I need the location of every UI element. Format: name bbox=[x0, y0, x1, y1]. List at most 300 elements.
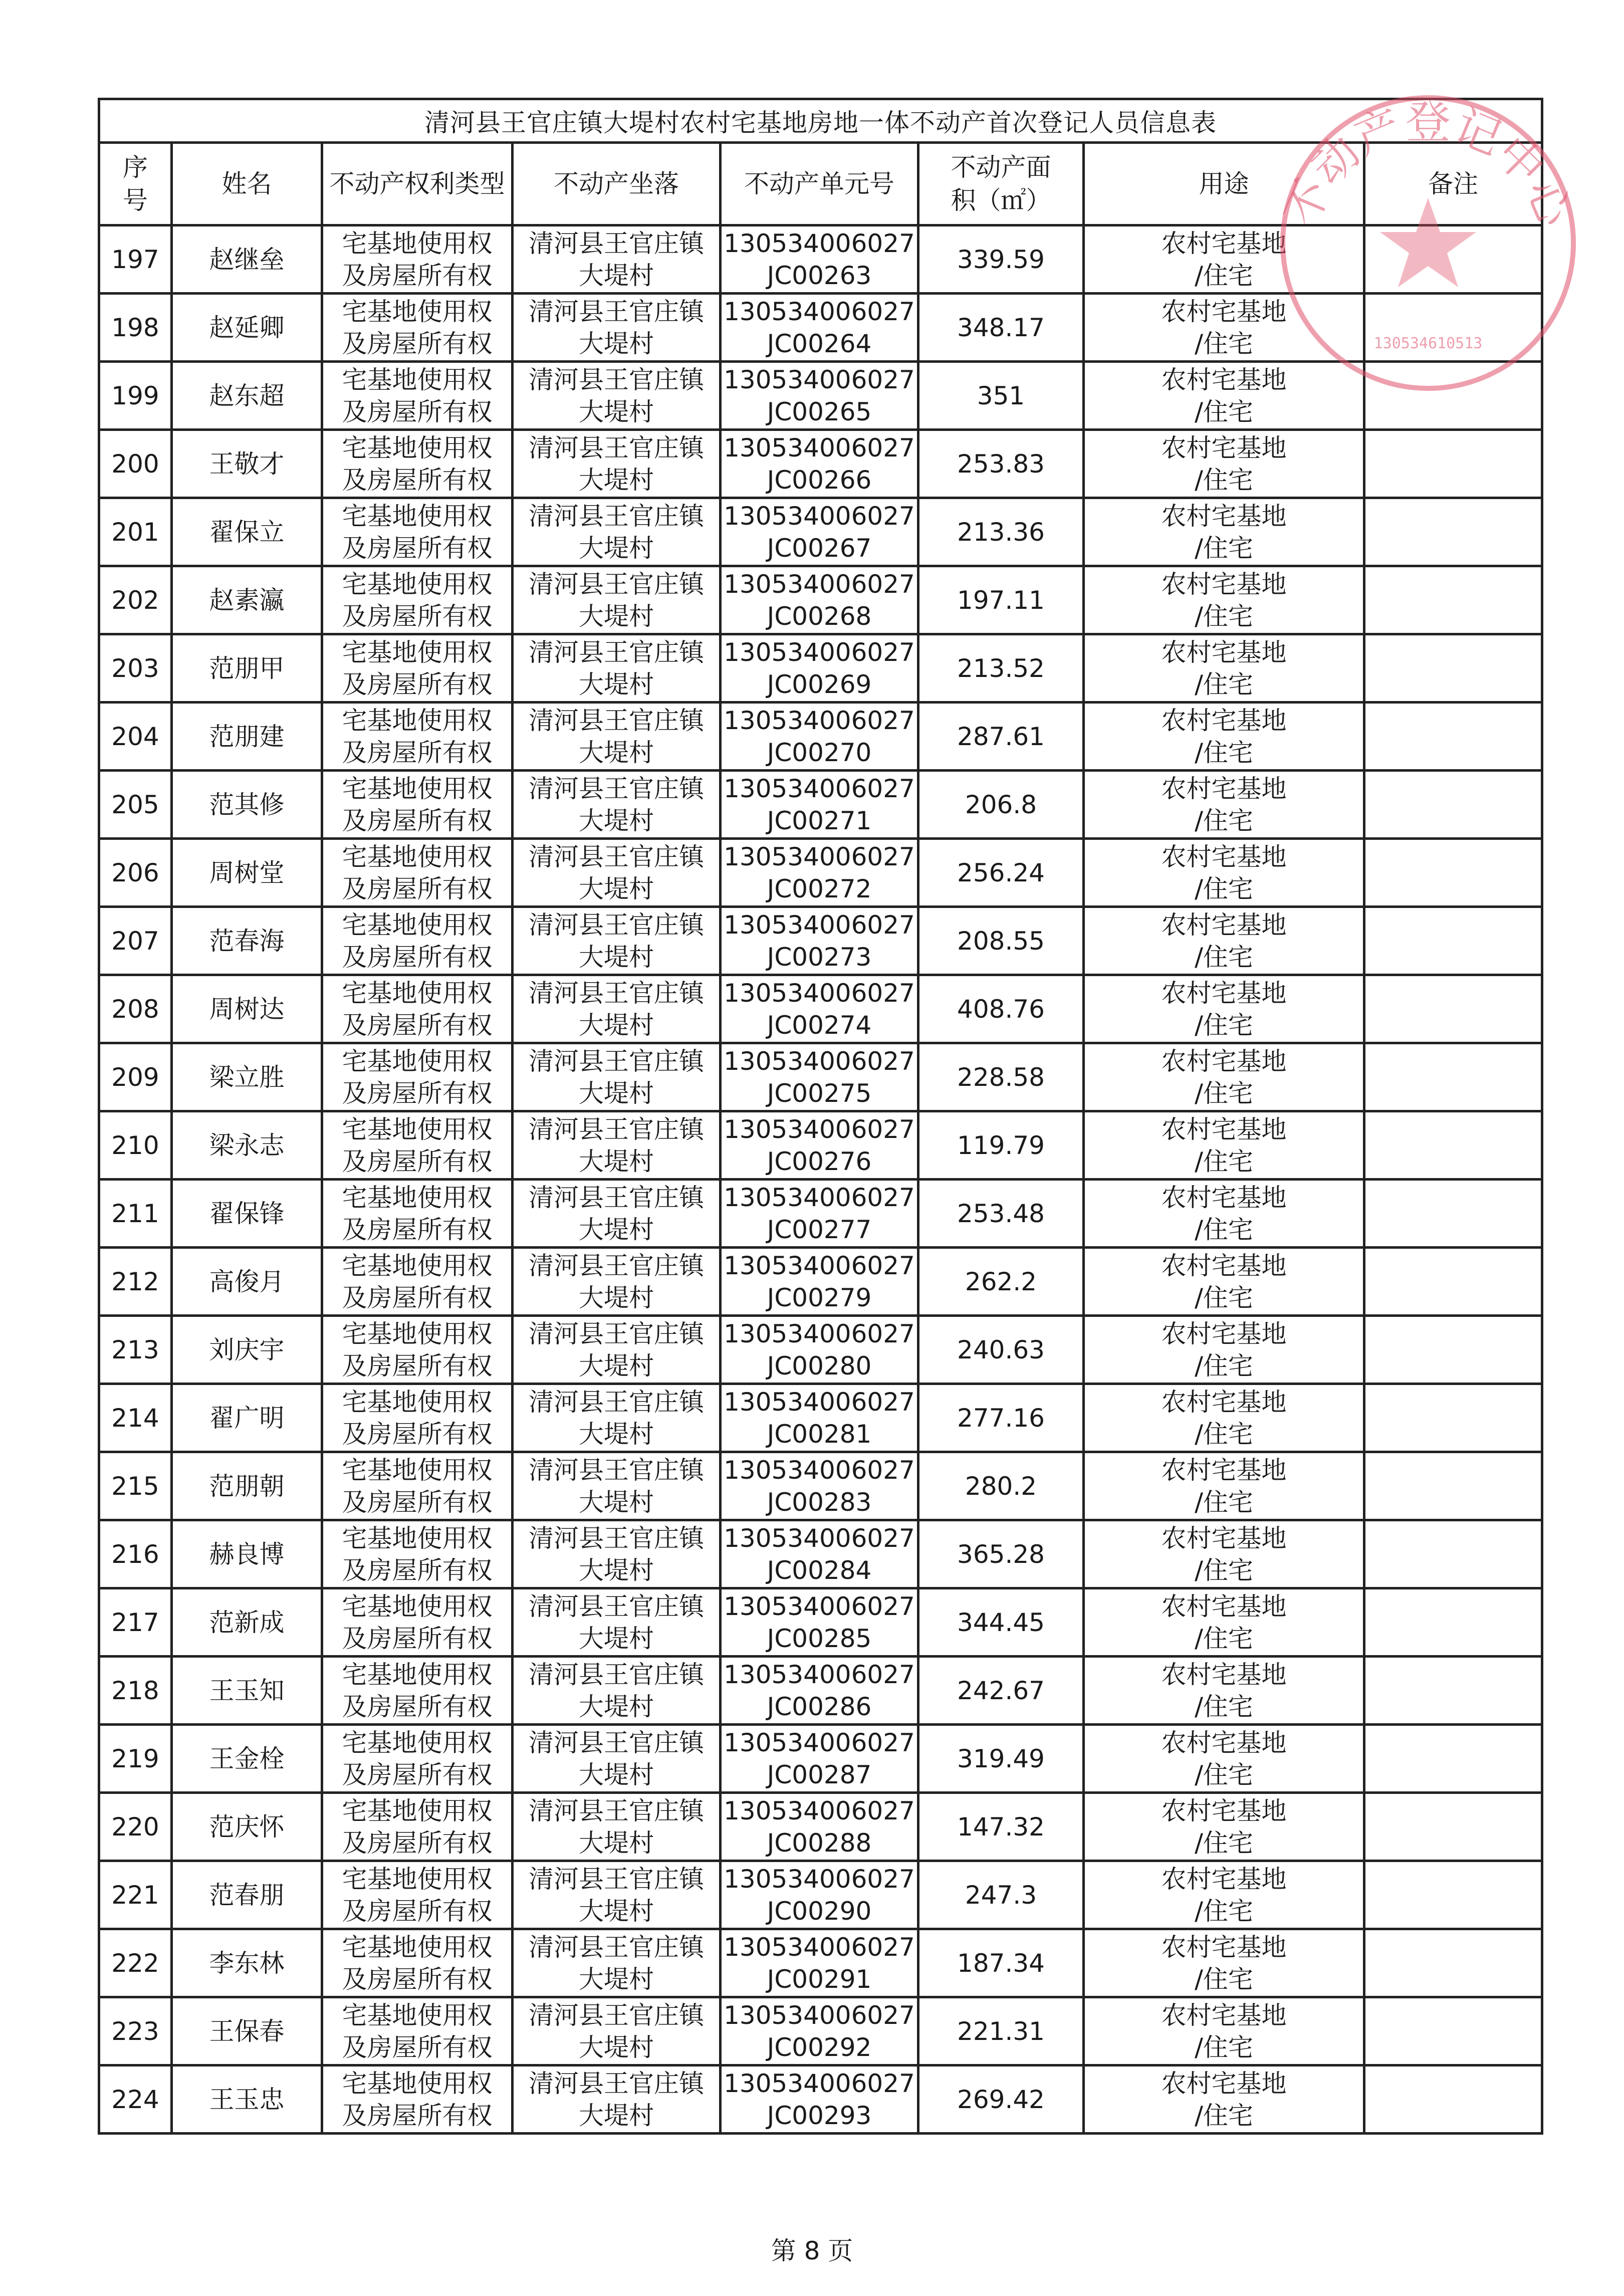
cell-name: 范朋建 bbox=[172, 703, 322, 771]
cell-area: 348.17 bbox=[918, 294, 1084, 362]
cell-location-line2: 大堤村 bbox=[579, 1624, 654, 1653]
cell-area: 119.79 bbox=[918, 1111, 1084, 1180]
cell-unit-no-line1: 130534006027 bbox=[724, 1387, 915, 1417]
cell-unit-no bbox=[721, 1997, 918, 2065]
header-seq-line1: 序 bbox=[123, 153, 148, 182]
cell-name: 王玉知 bbox=[172, 1657, 322, 1725]
cell-area: 213.36 bbox=[918, 498, 1084, 566]
cell-unit-no-line1: 130534006027 bbox=[724, 1523, 915, 1553]
cell-usage-line1: 农村宅基地 bbox=[1161, 1864, 1287, 1894]
cell-unit-no-line2: JC00293 bbox=[767, 2101, 872, 2130]
cell-area: 147.32 bbox=[918, 1793, 1084, 1861]
cell-area: 256.24 bbox=[918, 839, 1084, 907]
cell-usage bbox=[1084, 1725, 1364, 1793]
cell-location-line1: 清河县王官庄镇 bbox=[529, 1728, 704, 1757]
table-row bbox=[99, 1316, 1542, 1384]
cell-usage-line2: /住宅 bbox=[1195, 1692, 1253, 1721]
cell-seq: 223 bbox=[99, 1997, 172, 2065]
cell-name: 高俊月 bbox=[172, 1248, 322, 1316]
table-row bbox=[99, 225, 1542, 294]
cell-right-type bbox=[322, 1725, 513, 1793]
cell-right-type-line1: 宅基地使用权 bbox=[342, 1591, 493, 1621]
cell-right-type bbox=[322, 907, 513, 975]
cell-usage-line1: 农村宅基地 bbox=[1161, 1591, 1287, 1621]
cell-usage-line1: 农村宅基地 bbox=[1161, 1523, 1287, 1553]
cell-location-line2: 大堤村 bbox=[579, 669, 654, 699]
cell-usage-line1: 农村宅基地 bbox=[1161, 501, 1287, 531]
cell-remark bbox=[1364, 294, 1542, 362]
cell-location bbox=[513, 1452, 721, 1520]
cell-right-type-line1: 宅基地使用权 bbox=[342, 1523, 493, 1553]
cell-right-type-line2: 及房屋所有权 bbox=[342, 669, 493, 699]
cell-usage bbox=[1084, 1384, 1364, 1452]
cell-usage-line1: 农村宅基地 bbox=[1161, 1660, 1287, 1689]
cell-name: 刘庆宇 bbox=[172, 1316, 322, 1384]
table-row bbox=[99, 975, 1542, 1043]
cell-unit-no-line1: 130534006027 bbox=[724, 2069, 915, 2098]
cell-right-type-line1: 宅基地使用权 bbox=[342, 365, 493, 394]
cell-location-line1: 清河县王官庄镇 bbox=[529, 297, 704, 326]
cell-location-line1: 清河县王官庄镇 bbox=[529, 1660, 704, 1689]
cell-right-type-line2: 及房屋所有权 bbox=[342, 942, 493, 972]
cell-right-type bbox=[322, 566, 513, 634]
cell-right-type-line1: 宅基地使用权 bbox=[342, 433, 493, 463]
cell-usage-line1: 农村宅基地 bbox=[1161, 637, 1287, 667]
header-right-type: 不动产权利类型 bbox=[322, 143, 513, 225]
cell-location-line2: 大堤村 bbox=[579, 1010, 654, 1040]
cell-area: 242.67 bbox=[918, 1657, 1084, 1725]
cell-name: 赫良博 bbox=[172, 1520, 322, 1588]
cell-area: 208.55 bbox=[918, 907, 1084, 975]
cell-usage-line1: 农村宅基地 bbox=[1161, 978, 1287, 1008]
cell-area: 280.2 bbox=[918, 1452, 1084, 1520]
cell-usage-line1: 农村宅基地 bbox=[1161, 365, 1287, 394]
table-row bbox=[99, 1997, 1542, 2065]
cell-usage-line2: /住宅 bbox=[1195, 1624, 1253, 1653]
cell-usage-line2: /住宅 bbox=[1195, 1760, 1253, 1789]
cell-right-type-line1: 宅基地使用权 bbox=[342, 1251, 493, 1280]
cell-unit-no-line1: 130534006027 bbox=[724, 842, 915, 871]
cell-location bbox=[513, 1316, 721, 1384]
cell-location-line1: 清河县王官庄镇 bbox=[529, 2000, 704, 2030]
cell-right-type-line1: 宅基地使用权 bbox=[342, 978, 493, 1008]
cell-location-line1: 清河县王官庄镇 bbox=[529, 910, 704, 940]
cell-location bbox=[513, 1997, 721, 2065]
cell-usage bbox=[1084, 498, 1364, 566]
cell-right-type-line1: 宅基地使用权 bbox=[342, 1455, 493, 1485]
cell-right-type-line2: 及房屋所有权 bbox=[342, 601, 493, 631]
cell-unit-no-line2: JC00269 bbox=[767, 669, 872, 699]
cell-area: 221.31 bbox=[918, 1997, 1084, 2065]
cell-right-type bbox=[322, 703, 513, 771]
cell-unit-no-line1: 130534006027 bbox=[724, 1796, 915, 1825]
cell-remark bbox=[1364, 362, 1542, 430]
cell-right-type-line1: 宅基地使用权 bbox=[342, 2000, 493, 2030]
cell-usage bbox=[1084, 1861, 1364, 1929]
cell-usage-line2: /住宅 bbox=[1195, 942, 1253, 972]
cell-usage-line2: /住宅 bbox=[1195, 1078, 1253, 1108]
cell-unit-no bbox=[721, 1452, 918, 1520]
cell-location-line2: 大堤村 bbox=[579, 1283, 654, 1312]
cell-seq: 204 bbox=[99, 703, 172, 771]
cell-location-line1: 清河县王官庄镇 bbox=[529, 1796, 704, 1825]
cell-right-type-line1: 宅基地使用权 bbox=[342, 1932, 493, 1962]
cell-location-line1: 清河县王官庄镇 bbox=[529, 1387, 704, 1417]
cell-unit-no-line1: 130534006027 bbox=[724, 1046, 915, 1076]
cell-name: 范朋甲 bbox=[172, 634, 322, 703]
cell-area: 253.83 bbox=[918, 430, 1084, 498]
cell-location bbox=[513, 2065, 721, 2134]
cell-usage-line2: /住宅 bbox=[1195, 2101, 1253, 2130]
cell-unit-no bbox=[721, 907, 918, 975]
cell-usage-line1: 农村宅基地 bbox=[1161, 842, 1287, 871]
cell-name: 翟保锋 bbox=[172, 1180, 322, 1248]
cell-location-line1: 清河县王官庄镇 bbox=[529, 365, 704, 394]
cell-unit-no-line2: JC00273 bbox=[767, 942, 872, 972]
table-body bbox=[99, 225, 1542, 2134]
cell-unit-no-line2: JC00279 bbox=[767, 1283, 872, 1312]
cell-location bbox=[513, 1180, 721, 1248]
cell-usage-line2: /住宅 bbox=[1195, 874, 1253, 903]
cell-unit-no-line2: JC00288 bbox=[767, 1828, 872, 1858]
cell-name: 周树堂 bbox=[172, 839, 322, 907]
stamp-serial: 130534610513 bbox=[1373, 335, 1483, 352]
cell-unit-no bbox=[721, 1793, 918, 1861]
cell-right-type-line2: 及房屋所有权 bbox=[342, 1078, 493, 1108]
cell-unit-no-line1: 130534006027 bbox=[724, 2000, 915, 2030]
cell-right-type bbox=[322, 498, 513, 566]
cell-right-type-line1: 宅基地使用权 bbox=[342, 1796, 493, 1825]
cell-right-type bbox=[322, 1520, 513, 1588]
cell-usage-line1: 农村宅基地 bbox=[1161, 2000, 1287, 2030]
cell-right-type-line1: 宅基地使用权 bbox=[342, 2069, 493, 2098]
cell-usage-line2: /住宅 bbox=[1195, 1487, 1253, 1517]
cell-location bbox=[513, 1929, 721, 1997]
cell-unit-no-line1: 130534006027 bbox=[724, 1455, 915, 1485]
table-row bbox=[99, 1793, 1542, 1861]
cell-usage bbox=[1084, 1452, 1364, 1520]
cell-right-type-line2: 及房屋所有权 bbox=[342, 2101, 493, 2130]
cell-right-type bbox=[322, 362, 513, 430]
cell-right-type bbox=[322, 771, 513, 839]
cell-right-type bbox=[322, 1111, 513, 1180]
cell-location-line2: 大堤村 bbox=[579, 329, 654, 358]
cell-unit-no-line2: JC00285 bbox=[767, 1624, 872, 1653]
cell-area: 287.61 bbox=[918, 703, 1084, 771]
cell-right-type-line1: 宅基地使用权 bbox=[342, 1864, 493, 1894]
cell-usage bbox=[1084, 362, 1364, 430]
cell-remark bbox=[1364, 1861, 1542, 1929]
cell-location-line1: 清河县王官庄镇 bbox=[529, 1046, 704, 1076]
cell-name: 王金栓 bbox=[172, 1725, 322, 1793]
cell-usage-line2: /住宅 bbox=[1195, 397, 1253, 426]
cell-location-line1: 清河县王官庄镇 bbox=[529, 433, 704, 463]
cell-remark bbox=[1364, 1316, 1542, 1384]
cell-name: 范其修 bbox=[172, 771, 322, 839]
cell-unit-no bbox=[721, 498, 918, 566]
table-row bbox=[99, 2065, 1542, 2134]
cell-right-type bbox=[322, 1588, 513, 1657]
header-location: 不动产坐落 bbox=[513, 143, 721, 225]
cell-remark bbox=[1364, 430, 1542, 498]
cell-location-line2: 大堤村 bbox=[579, 942, 654, 972]
cell-area: 262.2 bbox=[918, 1248, 1084, 1316]
cell-seq: 220 bbox=[99, 1793, 172, 1861]
table-row bbox=[99, 1248, 1542, 1316]
cell-location-line1: 清河县王官庄镇 bbox=[529, 706, 704, 735]
cell-location-line2: 大堤村 bbox=[579, 261, 654, 290]
cell-unit-no bbox=[721, 1316, 918, 1384]
cell-name: 范新成 bbox=[172, 1588, 322, 1657]
cell-unit-no-line1: 130534006027 bbox=[724, 774, 915, 803]
cell-location bbox=[513, 430, 721, 498]
cell-location bbox=[513, 1043, 721, 1111]
cell-name: 范春朋 bbox=[172, 1861, 322, 1929]
cell-name: 赵继垒 bbox=[172, 225, 322, 294]
cell-location-line2: 大堤村 bbox=[579, 465, 654, 495]
cell-right-type bbox=[322, 1997, 513, 2065]
cell-right-type-line2: 及房屋所有权 bbox=[342, 465, 493, 495]
cell-usage-line1: 农村宅基地 bbox=[1161, 1387, 1287, 1417]
header-row bbox=[99, 143, 1542, 225]
cell-usage-line1: 农村宅基地 bbox=[1161, 228, 1287, 258]
cell-unit-no bbox=[721, 1043, 918, 1111]
cell-usage-line2: /住宅 bbox=[1195, 669, 1253, 699]
cell-right-type bbox=[322, 1929, 513, 1997]
cell-unit-no bbox=[721, 1861, 918, 1929]
cell-location-line2: 大堤村 bbox=[579, 1555, 654, 1585]
cell-unit-no-line2: JC00291 bbox=[767, 1964, 872, 1994]
cell-usage bbox=[1084, 1657, 1364, 1725]
cell-usage-line2: /住宅 bbox=[1195, 806, 1253, 835]
cell-seq: 211 bbox=[99, 1180, 172, 1248]
cell-name: 梁立胜 bbox=[172, 1043, 322, 1111]
cell-name: 翟保立 bbox=[172, 498, 322, 566]
cell-usage-line2: /住宅 bbox=[1195, 1896, 1253, 1926]
cell-unit-no-line2: JC00292 bbox=[767, 2032, 872, 2062]
cell-unit-no bbox=[721, 294, 918, 362]
cell-seq: 219 bbox=[99, 1725, 172, 1793]
table-row bbox=[99, 907, 1542, 975]
cell-area: 365.28 bbox=[918, 1520, 1084, 1588]
register-sheet bbox=[98, 98, 1541, 2135]
cell-location bbox=[513, 1588, 721, 1657]
cell-right-type-line1: 宅基地使用权 bbox=[342, 1728, 493, 1757]
cell-area: 253.48 bbox=[918, 1180, 1084, 1248]
cell-location-line2: 大堤村 bbox=[579, 2032, 654, 2062]
header-area-line2: 积（㎡） bbox=[951, 186, 1051, 215]
cell-right-type-line1: 宅基地使用权 bbox=[342, 501, 493, 531]
cell-right-type-line2: 及房屋所有权 bbox=[342, 1215, 493, 1244]
cell-location bbox=[513, 1520, 721, 1588]
cell-name: 翟广明 bbox=[172, 1384, 322, 1452]
cell-location-line2: 大堤村 bbox=[579, 874, 654, 903]
cell-right-type bbox=[322, 1861, 513, 1929]
cell-name: 赵素瀛 bbox=[172, 566, 322, 634]
table-row bbox=[99, 771, 1542, 839]
header-area bbox=[918, 143, 1084, 225]
cell-unit-no-line2: JC00277 bbox=[767, 1215, 872, 1244]
cell-unit-no-line2: JC00272 bbox=[767, 874, 872, 903]
cell-right-type-line1: 宅基地使用权 bbox=[342, 910, 493, 940]
table-row bbox=[99, 634, 1542, 703]
cell-unit-no-line1: 130534006027 bbox=[724, 365, 915, 394]
cell-location-line2: 大堤村 bbox=[579, 601, 654, 631]
cell-unit-no-line1: 130534006027 bbox=[724, 501, 915, 531]
cell-right-type-line1: 宅基地使用权 bbox=[342, 1046, 493, 1076]
cell-area: 277.16 bbox=[918, 1384, 1084, 1452]
cell-right-type-line2: 及房屋所有权 bbox=[342, 1760, 493, 1789]
cell-seq: 216 bbox=[99, 1520, 172, 1588]
cell-unit-no-line2: JC00265 bbox=[767, 397, 872, 426]
header-seq-line2: 号 bbox=[123, 186, 148, 215]
cell-location bbox=[513, 294, 721, 362]
cell-area: 319.49 bbox=[918, 1725, 1084, 1793]
cell-location-line2: 大堤村 bbox=[579, 1964, 654, 1994]
cell-name: 范春海 bbox=[172, 907, 322, 975]
cell-usage-line1: 农村宅基地 bbox=[1161, 1046, 1287, 1076]
cell-unit-no-line1: 130534006027 bbox=[724, 1183, 915, 1212]
cell-unit-no-line2: JC00268 bbox=[767, 601, 872, 631]
cell-seq: 221 bbox=[99, 1861, 172, 1929]
cell-right-type bbox=[322, 839, 513, 907]
table-title: 清河县王官庄镇大堤村农村宅基地房地一体不动产首次登记人员信息表 bbox=[99, 99, 1542, 143]
cell-usage bbox=[1084, 1180, 1364, 1248]
cell-location bbox=[513, 975, 721, 1043]
cell-right-type-line2: 及房屋所有权 bbox=[342, 261, 493, 290]
cell-unit-no-line2: JC00267 bbox=[767, 533, 872, 563]
cell-location-line2: 大堤村 bbox=[579, 1692, 654, 1721]
cell-seq: 197 bbox=[99, 225, 172, 294]
cell-location bbox=[513, 703, 721, 771]
cell-unit-no-line2: JC00274 bbox=[767, 1010, 872, 1040]
cell-usage bbox=[1084, 294, 1364, 362]
cell-area: 247.3 bbox=[918, 1861, 1084, 1929]
cell-unit-no bbox=[721, 362, 918, 430]
cell-name: 范朋朝 bbox=[172, 1452, 322, 1520]
cell-location-line1: 清河县王官庄镇 bbox=[529, 637, 704, 667]
cell-right-type-line1: 宅基地使用权 bbox=[342, 228, 493, 258]
cell-remark bbox=[1364, 1180, 1542, 1248]
cell-location-line2: 大堤村 bbox=[579, 738, 654, 767]
cell-seq: 206 bbox=[99, 839, 172, 907]
cell-usage bbox=[1084, 1316, 1364, 1384]
cell-unit-no-line2: JC00280 bbox=[767, 1351, 872, 1381]
cell-usage bbox=[1084, 430, 1364, 498]
table-row bbox=[99, 294, 1542, 362]
cell-right-type-line2: 及房屋所有权 bbox=[342, 1896, 493, 1926]
cell-location bbox=[513, 1111, 721, 1180]
table-row bbox=[99, 703, 1542, 771]
cell-usage-line2: /住宅 bbox=[1195, 1010, 1253, 1040]
cell-right-type bbox=[322, 1043, 513, 1111]
cell-unit-no bbox=[721, 2065, 918, 2134]
table-row bbox=[99, 430, 1542, 498]
cell-unit-no bbox=[721, 634, 918, 703]
cell-usage-line2: /住宅 bbox=[1195, 1215, 1253, 1244]
cell-location-line1: 清河县王官庄镇 bbox=[529, 1319, 704, 1348]
cell-right-type-line1: 宅基地使用权 bbox=[342, 1319, 493, 1348]
cell-seq: 212 bbox=[99, 1248, 172, 1316]
cell-right-type-line2: 及房屋所有权 bbox=[342, 1555, 493, 1585]
cell-location-line2: 大堤村 bbox=[579, 2101, 654, 2130]
cell-seq: 214 bbox=[99, 1384, 172, 1452]
cell-unit-no-line2: JC00283 bbox=[767, 1487, 872, 1517]
cell-right-type bbox=[322, 225, 513, 294]
cell-right-type bbox=[322, 1316, 513, 1384]
table-row bbox=[99, 1043, 1542, 1111]
cell-location bbox=[513, 907, 721, 975]
cell-location-line1: 清河县王官庄镇 bbox=[529, 501, 704, 531]
cell-unit-no-line1: 130534006027 bbox=[724, 228, 915, 258]
cell-right-type-line2: 及房屋所有权 bbox=[342, 1692, 493, 1721]
cell-usage-line1: 农村宅基地 bbox=[1161, 569, 1287, 599]
cell-usage bbox=[1084, 771, 1364, 839]
cell-right-type bbox=[322, 975, 513, 1043]
cell-name: 赵延卿 bbox=[172, 294, 322, 362]
cell-seq: 201 bbox=[99, 498, 172, 566]
cell-usage-line1: 农村宅基地 bbox=[1161, 297, 1287, 326]
cell-usage-line2: /住宅 bbox=[1195, 533, 1253, 563]
cell-right-type bbox=[322, 1793, 513, 1861]
table-row bbox=[99, 362, 1542, 430]
cell-usage-line2: /住宅 bbox=[1195, 261, 1253, 290]
cell-remark bbox=[1364, 1248, 1542, 1316]
cell-area: 213.52 bbox=[918, 634, 1084, 703]
cell-remark bbox=[1364, 498, 1542, 566]
cell-unit-no-line2: JC00286 bbox=[767, 1692, 872, 1721]
cell-usage-line2: /住宅 bbox=[1195, 1351, 1253, 1381]
cell-right-type-line1: 宅基地使用权 bbox=[342, 569, 493, 599]
cell-right-type bbox=[322, 294, 513, 362]
cell-seq: 210 bbox=[99, 1111, 172, 1180]
cell-unit-no bbox=[721, 1180, 918, 1248]
cell-unit-no bbox=[721, 225, 918, 294]
cell-name: 赵东超 bbox=[172, 362, 322, 430]
cell-location bbox=[513, 1657, 721, 1725]
cell-usage bbox=[1084, 1793, 1364, 1861]
cell-location bbox=[513, 362, 721, 430]
cell-right-type bbox=[322, 1248, 513, 1316]
cell-area: 187.34 bbox=[918, 1929, 1084, 1997]
cell-location-line1: 清河县王官庄镇 bbox=[529, 1932, 704, 1962]
cell-seq: 213 bbox=[99, 1316, 172, 1384]
table-row bbox=[99, 1588, 1542, 1657]
cell-usage-line1: 农村宅基地 bbox=[1161, 706, 1287, 735]
cell-location-line2: 大堤村 bbox=[579, 806, 654, 835]
cell-right-type-line2: 及房屋所有权 bbox=[342, 1964, 493, 1994]
cell-seq: 215 bbox=[99, 1452, 172, 1520]
cell-unit-no-line2: JC00284 bbox=[767, 1555, 872, 1585]
cell-location-line2: 大堤村 bbox=[579, 1760, 654, 1789]
cell-unit-no bbox=[721, 430, 918, 498]
cell-location-line2: 大堤村 bbox=[579, 1487, 654, 1517]
cell-right-type-line2: 及房屋所有权 bbox=[342, 1283, 493, 1312]
cell-area: 344.45 bbox=[918, 1588, 1084, 1657]
cell-right-type-line2: 及房屋所有权 bbox=[342, 806, 493, 835]
cell-remark bbox=[1364, 975, 1542, 1043]
cell-unit-no-line2: JC00287 bbox=[767, 1760, 872, 1789]
cell-name: 王保春 bbox=[172, 1997, 322, 2065]
cell-location-line2: 大堤村 bbox=[579, 1215, 654, 1244]
cell-location-line2: 大堤村 bbox=[579, 397, 654, 426]
cell-remark bbox=[1364, 2065, 1542, 2134]
cell-unit-no bbox=[721, 1588, 918, 1657]
cell-right-type bbox=[322, 634, 513, 703]
cell-usage-line2: /住宅 bbox=[1195, 329, 1253, 358]
cell-unit-no bbox=[721, 1248, 918, 1316]
cell-location-line2: 大堤村 bbox=[579, 1896, 654, 1926]
